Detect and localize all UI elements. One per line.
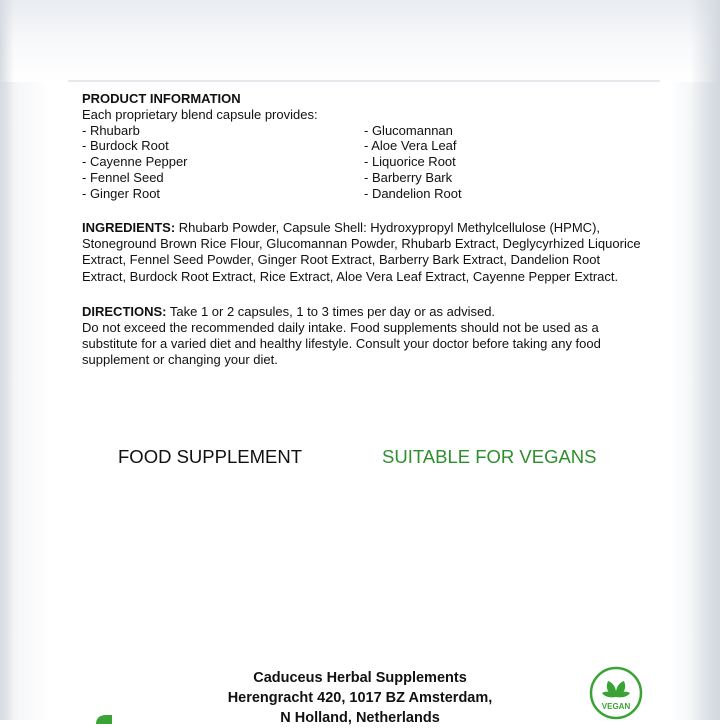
product-info-intro: Each proprietary blend capsule provides: (82, 106, 318, 122)
address-line-3: N Holland, Netherlands (280, 710, 440, 726)
bottle-left-edge (0, 0, 14, 720)
vegan-badge-label: VEGAN (601, 702, 631, 711)
blend-item: - Burdock Root (82, 138, 169, 154)
address-line-2: Herengracht 420, 1017 BZ Amsterdam, (227, 690, 493, 706)
warning-text: Do not exceed the recommended daily intake. Food supplements should not be used as a substitute for a varied diet and healthy lifestyle. Consult your doctor before taking any food supplement or changing your diet. (82, 320, 601, 368)
directions-text: Take 1 or 2 capsules, 1 to 3 times per day or as advised. (166, 304, 496, 319)
bottle-right-edge (690, 0, 720, 720)
bottle-shoulder (0, 0, 720, 82)
partial-logo-icon (92, 712, 116, 724)
directions-label: DIRECTIONS: (82, 304, 167, 319)
food-supplement-label: FOOD SUPPLEMENT (118, 446, 302, 467)
blend-item: - Aloe Vera Leaf (364, 138, 457, 154)
ingredients-label: INGREDIENTS: (82, 220, 176, 235)
address-line-1: Caduceus Herbal Supplements (253, 670, 467, 686)
blend-item: - Cayenne Pepper (82, 154, 188, 170)
blend-item: - Dandelion Root (364, 185, 462, 201)
blend-item: - Ginger Root (82, 185, 161, 201)
suitable-for-vegans-label: SUITABLE FOR VEGANS (382, 446, 597, 467)
vegan-badge (589, 666, 643, 720)
blend-list-right (364, 123, 462, 202)
blend-item: - Liquorice Root (364, 154, 456, 170)
product-info-heading: PRODUCT INFORMATION (82, 91, 241, 106)
blend-item: - Glucomannan (364, 122, 453, 138)
product-information (82, 91, 642, 201)
blend-item: - Barberry Bark (364, 169, 453, 185)
ingredients-text: Rhubarb Powder, Capsule Shell: Hydroxypropyl Methylcellulose (HPMC), Stoneground Brown Rice Flour, Glucomannan Powder, Rhubarb Extract, Deglycyrhized Liquorice Extract, Fennel Seed Powder, Ginger Root Extract, Barberry Bark Extract, Dandelion Root Extract, Burdock Root Extract, Rice Extract, Aloe Vera Leaf Extract, Cayenne Pepper Extract. (82, 220, 641, 284)
ingredients-paragraph (82, 220, 642, 285)
label-top-edge (68, 80, 660, 82)
manufacturer-address (200, 668, 520, 728)
directions-paragraph (82, 304, 642, 320)
blend-item: - Fennel Seed (82, 169, 164, 185)
blend-list-left (82, 123, 188, 202)
blend-item: - Rhubarb (82, 122, 140, 138)
